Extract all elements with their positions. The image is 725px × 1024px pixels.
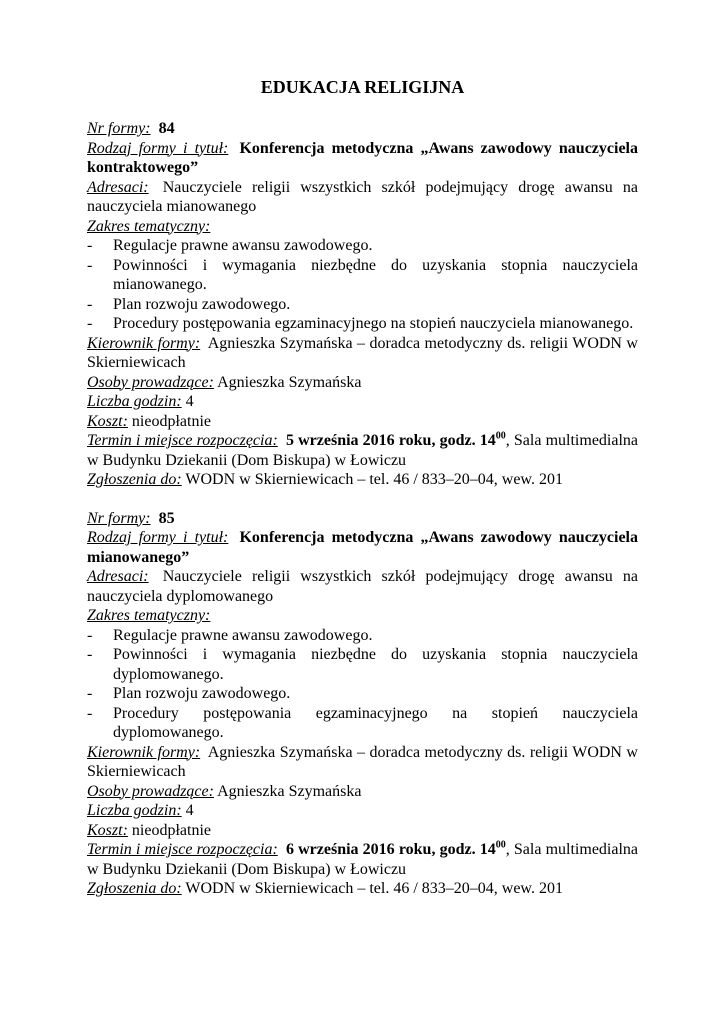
form-type-label: Rodzaj formy i tytuł: bbox=[87, 529, 229, 546]
instructors-value: Agnieszka Szymańska bbox=[217, 373, 362, 391]
registration-line bbox=[87, 470, 638, 490]
topics-list bbox=[87, 236, 638, 334]
date-value: 5 września 2016 roku, godz. 14 bbox=[285, 432, 496, 449]
audience-value: Nauczyciele religii wszystkich szkół podejmujący drogę awansu na nauczyciela dyplomowanego bbox=[87, 568, 639, 605]
cost-value: nieodpłatnie bbox=[131, 412, 211, 430]
cost-line bbox=[87, 821, 638, 841]
cost-label: Koszt: bbox=[87, 412, 128, 430]
registration-label: Zgłoszenia do: bbox=[87, 880, 182, 897]
form-type-title-line bbox=[87, 139, 638, 178]
instructors-label: Osoby prowadzące: bbox=[87, 782, 214, 800]
form-number-value: 84 bbox=[158, 120, 175, 137]
page-title: EDUKACJA RELIGIJNA bbox=[260, 77, 465, 97]
form-type-title-line bbox=[87, 528, 638, 567]
registration-line bbox=[87, 879, 638, 899]
hours-label: Liczba godzin: bbox=[87, 393, 182, 410]
instructors-value: Agnieszka Szymańska bbox=[217, 782, 362, 800]
topic-item: - Regulacje prawne awansu zawodowego. bbox=[87, 237, 373, 254]
date-place-line bbox=[87, 431, 638, 470]
hours-label: Liczba godzin: bbox=[87, 802, 182, 819]
form-title-value: Konferencja metodyczna „Awans zawodowy nauczyciela mianowanego” bbox=[87, 529, 638, 566]
course-entry bbox=[87, 119, 638, 490]
registration-value: WODN w Skierniewicach – tel. 46 / 833–20–04, wew. 201 bbox=[185, 471, 563, 488]
hours-value: 4 bbox=[185, 802, 194, 819]
hours-value: 4 bbox=[185, 393, 194, 410]
manager-value: Agnieszka Szymańska – doradca metodyczny ds. religii WODN w Skierniewicach bbox=[87, 743, 638, 780]
date-place-line bbox=[87, 840, 638, 879]
topic-item: - Powinności i wymagania niezbędne do uzyskania stopnia nauczyciela mianowanego. bbox=[87, 256, 638, 293]
time-minutes-sup: 00 bbox=[495, 430, 506, 442]
form-type-label: Rodzaj formy i tytuł: bbox=[87, 139, 229, 157]
manager-label: Kierownik formy: bbox=[87, 743, 201, 761]
topic-item: - Plan rozwoju zawodowego. bbox=[87, 685, 291, 702]
cost-label: Koszt: bbox=[87, 821, 128, 839]
hours-line bbox=[87, 801, 638, 821]
hours-line bbox=[87, 392, 638, 412]
form-number-label: Nr formy: bbox=[87, 509, 151, 527]
manager-line bbox=[87, 334, 638, 373]
topic-item: - Procedury postępowania egzaminacyjnego na stopień nauczyciela dyplomowanego. bbox=[87, 704, 638, 741]
audience-line bbox=[87, 178, 638, 217]
topic-item: - Regulacje prawne awansu zawodowego. bbox=[87, 626, 373, 644]
manager-line bbox=[87, 743, 638, 782]
instructors-label: Osoby prowadzące: bbox=[87, 373, 214, 391]
date-place-label: Termin i miejsce rozpoczęcia: bbox=[87, 432, 278, 449]
topic-item: - Procedury postępowania egzaminacyjnego na stopień nauczyciela mianowanego. bbox=[87, 315, 634, 332]
audience-label: Adresaci: bbox=[87, 568, 149, 585]
time-minutes-sup: 00 bbox=[495, 839, 506, 851]
audience-label: Adresaci: bbox=[87, 178, 149, 196]
audience-value: Nauczyciele religii wszystkich szkół podejmujący drogę awansu na nauczyciela mianowanego bbox=[87, 178, 639, 215]
form-number-label: Nr formy: bbox=[87, 120, 151, 137]
form-number-value: 85 bbox=[158, 509, 175, 527]
form-number-line bbox=[87, 119, 638, 139]
topics-list bbox=[87, 626, 638, 743]
registration-label: Zgłoszenia do: bbox=[87, 471, 182, 488]
topics-label: Zakres tematyczny: bbox=[87, 607, 211, 624]
date-place-label: Termin i miejsce rozpoczęcia: bbox=[87, 841, 278, 858]
place-value: , Sala multimedialna w Budynku Dziekanii (Dom Biskupa) w Łowiczu bbox=[87, 432, 639, 469]
registration-value: WODN w Skierniewicach – tel. 46 / 833–20–04, wew. 201 bbox=[185, 880, 563, 897]
manager-value: Agnieszka Szymańska – doradca metodyczny ds. religii WODN w Skierniewicach bbox=[87, 334, 638, 371]
form-title-value: Konferencja metodyczna „Awans zawodowy nauczyciela kontraktowego” bbox=[87, 139, 638, 176]
instructors-line bbox=[87, 373, 638, 393]
topic-item: - Plan rozwoju zawodowego. bbox=[87, 295, 291, 313]
topic-item: - Powinności i wymagania niezbędne do uzyskania stopnia nauczyciela dyplomowanego. bbox=[87, 646, 638, 683]
topics-line bbox=[87, 606, 638, 626]
place-value: , Sala multimedialna w Budynku Dziekanii (Dom Biskupa) w Łowiczu bbox=[87, 841, 639, 878]
instructors-line bbox=[87, 782, 638, 802]
topics-line bbox=[87, 217, 638, 237]
cost-line bbox=[87, 412, 638, 432]
audience-line bbox=[87, 567, 638, 606]
course-entry bbox=[87, 509, 638, 899]
topics-label: Zakres tematyczny: bbox=[87, 217, 211, 235]
form-number-line bbox=[87, 509, 638, 529]
cost-value: nieodpłatnie bbox=[131, 821, 211, 839]
date-value: 6 września 2016 roku, godz. 14 bbox=[285, 841, 496, 858]
manager-label: Kierownik formy: bbox=[87, 334, 201, 352]
